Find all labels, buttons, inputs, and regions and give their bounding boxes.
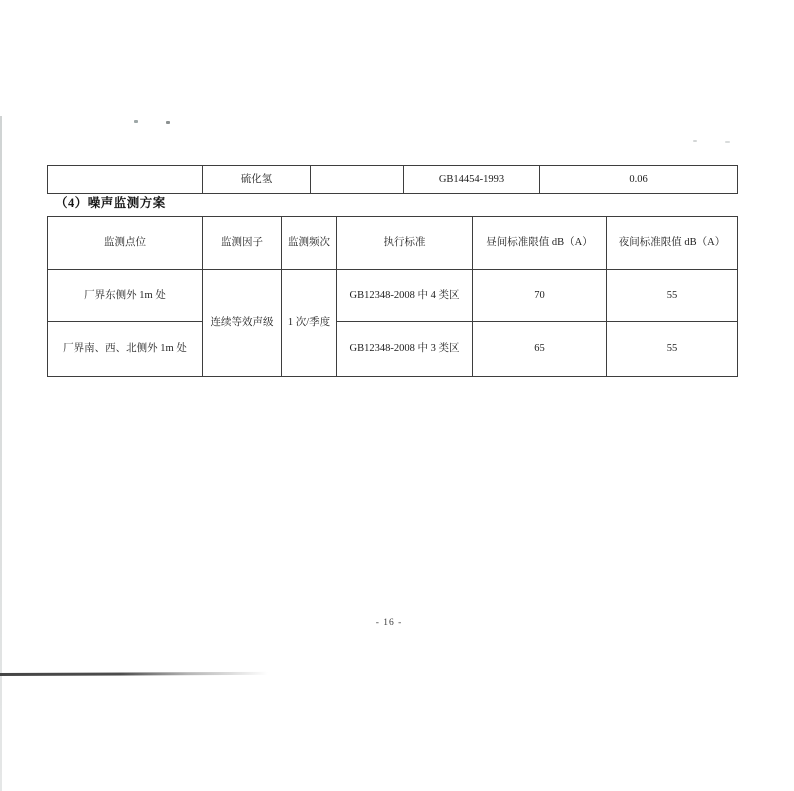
noise-header-night-limit: 夜间标准限值 dB（A） — [607, 217, 738, 270]
emission-cell-limit: 0.06 — [540, 166, 738, 194]
noise-monitoring-table — [47, 216, 738, 377]
noise-header-factor: 监测因子 — [203, 217, 282, 270]
noise-cell-standard-class3: GB12348-2008 中 3 类区 — [337, 322, 473, 377]
emission-cell-empty-left — [48, 166, 203, 194]
scan-speck — [693, 140, 697, 142]
scan-speck — [166, 121, 170, 124]
noise-cell-factor: 连续等效声级 — [203, 270, 282, 377]
emission-cell-empty-mid — [311, 166, 404, 194]
table-row — [48, 166, 738, 194]
noise-cell-day-limit-1: 70 — [473, 270, 607, 322]
noise-header-point: 监测点位 — [48, 217, 203, 270]
scan-left-edge-line — [0, 116, 2, 791]
table-header-row — [48, 217, 738, 270]
noise-cell-day-limit-2: 65 — [473, 322, 607, 377]
emission-standards-table — [47, 165, 738, 194]
noise-cell-night-limit-2: 55 — [607, 322, 738, 377]
noise-header-frequency: 监测频次 — [282, 217, 337, 270]
scan-speck — [134, 120, 138, 123]
noise-cell-point-east: 厂界东侧外 1m 处 — [48, 270, 203, 322]
emission-cell-standard: GB14454-1993 — [404, 166, 540, 194]
noise-cell-night-limit-1: 55 — [607, 270, 738, 322]
emission-cell-pollutant: 硫化氢 — [203, 166, 311, 194]
noise-header-day-limit: 昼间标准限值 dB（A） — [473, 217, 607, 270]
section-heading: （4）噪声监测方案 — [55, 196, 166, 210]
scan-speck — [725, 141, 730, 143]
noise-header-standard: 执行标准 — [337, 217, 473, 270]
page-number: - 16 - — [375, 618, 403, 628]
scan-bottom-edge-line — [0, 672, 268, 676]
noise-cell-point-south-west-north: 厂界南、西、北侧外 1m 处 — [48, 322, 203, 377]
noise-cell-standard-class4: GB12348-2008 中 4 类区 — [337, 270, 473, 322]
table-row — [48, 270, 738, 322]
noise-cell-frequency: 1 次/季度 — [282, 270, 337, 377]
table-row — [48, 322, 738, 377]
